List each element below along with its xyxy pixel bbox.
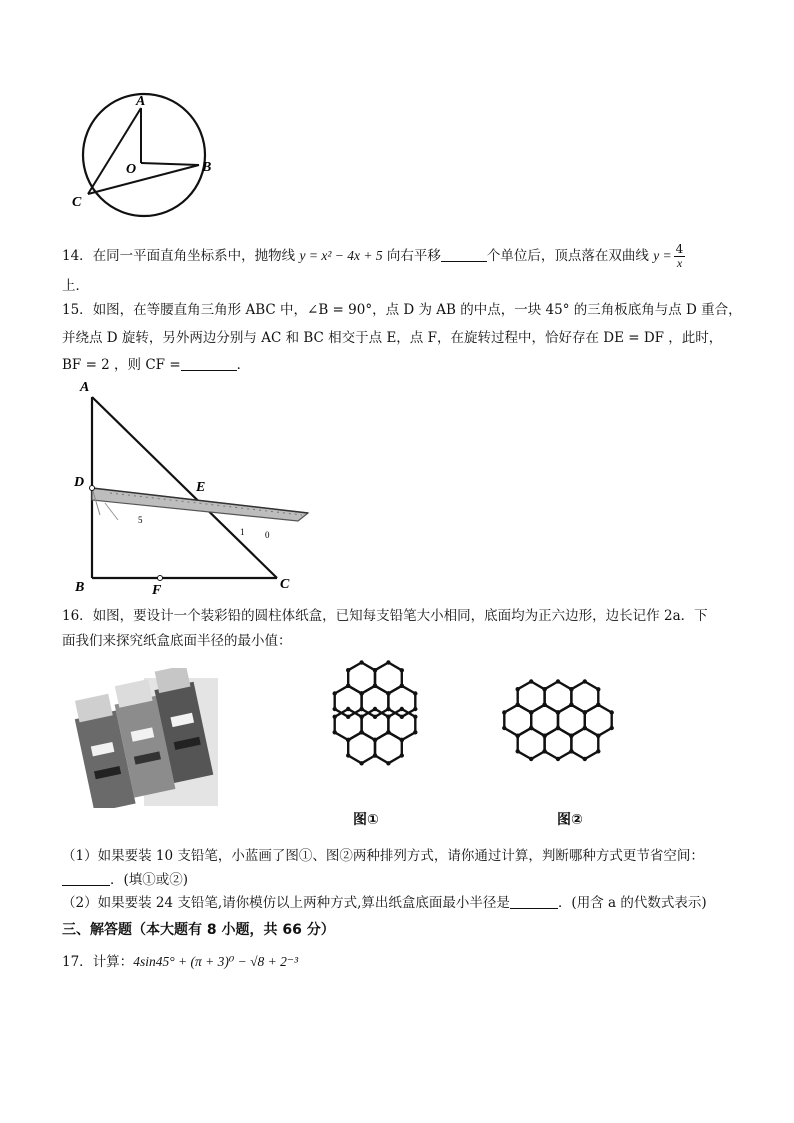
hexagon-vertex: [413, 715, 417, 719]
hexagon-vertex: [386, 691, 390, 695]
label-B: B: [202, 160, 212, 175]
hexagon-vertex: [400, 668, 404, 672]
hexagon-vertex: [373, 707, 377, 711]
hexagon-vertex: [583, 710, 587, 714]
hexagon-vertex: [502, 710, 506, 714]
q16-sub-2: [62, 893, 707, 913]
hexagon-vertex: [346, 707, 350, 711]
hexagon-vertex: [542, 703, 546, 707]
hexagon-vertex: [346, 738, 350, 742]
hexagon-vertex: [569, 687, 573, 691]
label-E: E: [196, 480, 206, 495]
hexagon-vertex: [529, 757, 533, 761]
question-17: [62, 952, 298, 972]
hexagon-vertex: [516, 734, 520, 738]
hexagon-vertex: [569, 749, 573, 753]
hexagon-vertex: [610, 726, 614, 730]
hexagon-cell: [375, 732, 402, 763]
hexagon-vertex: [596, 703, 600, 707]
label-A: A: [136, 94, 146, 109]
hexagon-vertex: [529, 679, 533, 683]
ruler-mark-5: 5: [138, 515, 143, 525]
hexagon-vertex: [386, 761, 390, 765]
hexagon-vertex: [516, 749, 520, 753]
hexagon-vertex: [333, 715, 337, 719]
label-A: A: [80, 380, 90, 395]
hexagon-vertex: [516, 687, 520, 691]
hexagon-cell: [545, 728, 572, 759]
hexagon-vertex: [413, 691, 417, 695]
q15-answer-blank[interactable]: [181, 356, 237, 371]
label-O: O: [126, 162, 137, 177]
q16-text-1: 如图，要设计一个装彩铅的圆柱体纸盒，已知每支铅笔大小相同，底面均为正六边形，边长记作 2a．下: [92, 608, 708, 624]
question-14: [62, 243, 687, 270]
q14-frac-den: x: [676, 256, 683, 270]
hexagon-vertex: [346, 715, 350, 719]
hexagon-vertex: [583, 726, 587, 730]
hexagon-figure-2: [478, 675, 638, 787]
q15-line-2: 并绕点 D 旋转，另外两边分别与 AC 和 BC 相交于点 E，点 F，在旋转过程中，恰好存在 DE = DF ，此时，: [62, 330, 723, 346]
q14-number: 14．: [62, 248, 93, 264]
hexagon-vertex: [400, 753, 404, 757]
hexagon-vertex: [386, 707, 390, 711]
q15-line-3: [62, 355, 250, 375]
hexagon-vertex: [373, 668, 377, 672]
q16-sub2-text-b: ．(用含 a 的代数式表示): [557, 895, 707, 911]
q16-sub2-answer-blank[interactable]: [510, 894, 558, 909]
hexagon-vertex: [346, 668, 350, 672]
hexagon-vertex: [359, 761, 363, 765]
q17-expression: 4sin45° + (π + 3)⁰ − √8 + 2⁻³: [133, 954, 299, 969]
hexagon-vertex: [359, 730, 363, 734]
hexagon-vertex: [529, 726, 533, 730]
hexagon-vertex: [333, 691, 337, 695]
q15-line-1: [62, 300, 742, 320]
triangle-figure: [70, 375, 320, 595]
q14-end: 上．: [62, 278, 89, 294]
hexagon-vertex: [400, 707, 404, 711]
hexagon-vertex: [583, 757, 587, 761]
section-3-title: 三、解答题（本大题有 8 小题，共 66 分）: [62, 922, 335, 938]
q15-text-1: 如图，在等腰直角三角形 ABC 中，∠B = 90°，点 D 为 AB 的中点，一块 45° 的三角板底角与点 D 重合，: [92, 302, 742, 318]
q16-line-1: [62, 606, 708, 626]
hexagon-vertex: [373, 684, 377, 688]
q15-number: 15．: [62, 302, 93, 318]
circle-figure: [70, 90, 230, 220]
hexagon-vertex: [596, 734, 600, 738]
q16-sub-1: （1）如果要装 10 支铅笔，小蓝画了图①、图②两种排列方式，请你通过计算，判断哪种方式更节省空间：: [62, 848, 704, 864]
hexagon-vertex: [359, 707, 363, 711]
q15-text-3b: ．: [236, 357, 251, 373]
q17-number: 17．: [62, 954, 93, 970]
hexagon-vertex: [413, 730, 417, 734]
hexagon-vertex: [386, 660, 390, 664]
q17-label: 计算：: [92, 954, 134, 970]
hexagon-vertex: [516, 703, 520, 707]
hexagon-cell: [388, 686, 415, 717]
q16-sub1-answer-blank[interactable]: [62, 871, 110, 886]
hexagon-vertex: [346, 753, 350, 757]
q14-answer-blank[interactable]: [441, 247, 487, 262]
q14-hyperbola-y: y =: [653, 248, 672, 263]
hexagon-vertex: [373, 738, 377, 742]
label-C: C: [280, 577, 290, 592]
label-F: F: [152, 583, 162, 595]
hexagon-vertex: [542, 687, 546, 691]
q14-text-3: 个单位后，顶点落在双曲线: [486, 248, 649, 264]
q16-sub2-text-a: （2）如果要装 24 支铅笔,请你模仿以上两种方式,算出纸盒底面最小半径是: [62, 895, 510, 911]
hexagon-vertex: [359, 715, 363, 719]
hexagon-vertex: [569, 734, 573, 738]
hexagon-cell: [335, 686, 362, 717]
label-C: C: [72, 195, 82, 210]
hexagon-vertex: [386, 730, 390, 734]
hexagon-vertex: [333, 730, 337, 734]
hexagon-vertex: [413, 707, 417, 711]
hexagon-cell: [571, 728, 598, 759]
label-D: D: [74, 475, 85, 490]
hexagon-vertex: [610, 710, 614, 714]
hexagon-vertex: [359, 691, 363, 695]
hexagon-vertex: [556, 757, 560, 761]
hexagon-vertex: [373, 715, 377, 719]
hexagon-vertex: [400, 715, 404, 719]
q14-fraction: [674, 243, 686, 270]
hexagon-vertex: [333, 707, 337, 711]
ruler-mark-0: 0: [265, 530, 270, 540]
hexagon-vertex: [386, 715, 390, 719]
hexagon-figure-1: [300, 660, 450, 790]
hexagon-vertex: [400, 684, 404, 688]
hexagon-vertex: [542, 749, 546, 753]
q14-text-1: 在同一平面直角坐标系中，抛物线: [92, 248, 296, 264]
hexagon-vertex: [346, 684, 350, 688]
hexagon-cell: [362, 686, 389, 717]
q14-parabola: y = x² − 4x + 5: [299, 248, 383, 263]
label-B: B: [75, 580, 85, 595]
hexagon-vertex: [529, 710, 533, 714]
pencil-box-photo: [72, 668, 220, 808]
q16-line-2: 面我们来探究纸盒底面半径的最小值：: [62, 633, 292, 649]
hexagon-cell: [348, 732, 375, 763]
q14-frac-num: 4: [675, 242, 684, 256]
ruler-mark-1: 1: [240, 527, 245, 537]
hexagon-vertex: [569, 703, 573, 707]
hexagon-cell: [518, 728, 545, 759]
hexagon-vertex: [373, 753, 377, 757]
hexagon-vertex: [556, 710, 560, 714]
hexagon-vertex: [359, 660, 363, 664]
hexagon-vertex: [400, 738, 404, 742]
hexagon-vertex: [596, 749, 600, 753]
hexagon-vertex: [556, 726, 560, 730]
hexagon-vertex: [583, 679, 587, 683]
hexagon-vertex: [556, 679, 560, 683]
hexagon-vertex: [502, 726, 506, 730]
q16-number: 16．: [62, 608, 93, 624]
figure-1-caption: 图①: [353, 812, 379, 828]
hexagon-vertex: [542, 734, 546, 738]
q15-text-3a: BF = 2 ，则 CF =: [62, 357, 181, 373]
figure-2-caption: 图②: [557, 812, 583, 828]
q16-sub-1-answer-line: [62, 870, 188, 890]
q14-text-2: 向右平移: [386, 248, 441, 264]
q16-sub1-end: ．(填①或②): [110, 872, 189, 888]
hexagon-vertex: [596, 687, 600, 691]
